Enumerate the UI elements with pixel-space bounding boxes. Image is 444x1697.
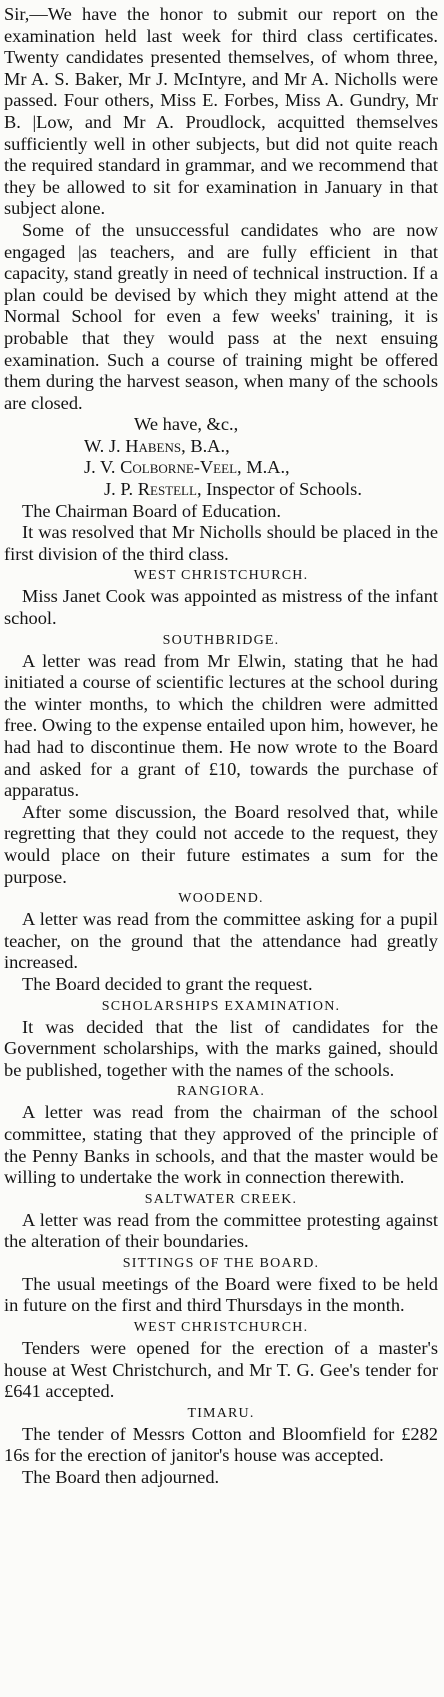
signatory-title: , M.A.,: [237, 457, 290, 478]
report-paragraph: Sir,—We have the honor to submit our report on the examination held last week for third class certificates. Twenty candidates presented themselves, of whom three, Mr A. S. Baker, Mr J. McIntyre, and Mr A. Nicholls were passed. Four others, Miss E. Forbes, Miss A. Gundry, Mr B. |Low, and Mr A. Proudlock, acquitted themselves sufficiently well in other subjects, but did not quite reach the required standard in grammar, and we recommend that they be allowed to sit for examination in January in that subject alone.: [4, 4, 438, 219]
section-timaru: [4, 1404, 438, 1489]
section-paragraph: Miss Janet Cook was appointed as mistress of the infant school.: [4, 586, 438, 629]
section-paragraph: The Board decided to grant the request.: [22, 973, 313, 994]
section-paragraph: It was decided that the list of candidates for the Government scholarships, with the marks gained, should be published, together with the names of the schools.: [4, 1016, 438, 1080]
signature-closing: We have, &c.,: [134, 414, 239, 435]
section-west-christchurch-tenders: [4, 1318, 438, 1403]
signatory-title: , Inspector of Schools.: [196, 479, 362, 500]
section-heading: SITTINGS OF THE BOARD.: [122, 1255, 320, 1271]
section-paragraph: After some discussion, the Board resolved that, while regretting that they could not accede to the request, they would place on their future estimates a sum for the purpose.: [4, 801, 438, 887]
section-paragraph: Tenders were opened for the erection of a master's house at West Christchurch, and Mr T. G. Gee's tender for £641 accepted.: [4, 1338, 438, 1402]
section-paragraph: The usual meetings of the Board were fixed to be held in future on the first and third Thursdays in the month.: [4, 1273, 438, 1316]
section-paragraph: A letter was read from the committee asking for a pupil teacher, on the ground that the attendance had greatly increased.: [4, 909, 438, 973]
section-scholarships-examination: [4, 997, 438, 1082]
section-woodend: [4, 889, 438, 995]
section-heading: RANGIORA.: [176, 1084, 266, 1100]
section-heading: WOODEND.: [178, 891, 264, 907]
addressee-line: The Chairman Board of Education.: [22, 500, 281, 521]
section-heading: SCHOLARSHIPS EXAMINATION.: [101, 998, 341, 1014]
section-saltwater-creek: [4, 1190, 438, 1253]
section-heading: SALTWATER CREEK.: [144, 1191, 298, 1207]
section-west-christchurch: [4, 566, 438, 629]
signatory-name: W. J. Habens: [84, 435, 182, 456]
signature-line: [4, 436, 438, 458]
section-paragraph: A letter was read from Mr Elwin, stating that he had initiated a course of scientific lectures at the school during the winter months, to which the children were admitted free. Owing to the expense entailed upon him, however, he had had to discontinue them. He now wrote to the Board and asked for a grant of £10, towards the purchase of apparatus.: [4, 650, 438, 801]
resolution-paragraph: It was resolved that Mr Nicholls should be placed in the first division of the third class.: [4, 522, 438, 564]
section-heading: SOUTHBRIDGE.: [162, 632, 280, 648]
section-paragraph: The tender of Messrs Cotton and Bloomfield for £282 16s for the erection of janitor's house was accepted.: [4, 1423, 438, 1466]
section-rangiora: [4, 1082, 438, 1188]
signatory-name: J. P. Restell: [104, 479, 197, 500]
section-paragraph: A letter was read from the chairman of the school committee, stating that they approved of the principle of the Penny Banks in schools, and that the master would be willing to undertake the work in connection therewith.: [4, 1102, 438, 1188]
section-heading: WEST CHRISTCHURCH.: [133, 1320, 309, 1336]
signature-line: [4, 457, 438, 479]
report-paragraph: Some of the unsuccessful candidates who are now engaged |as teachers, and are fully efficient in that capacity, stand greatly in need of technical instruction. If a plan could be devised by which they might attend at the Normal School for even a few weeks' training, it is probable that they would pass at the next ensuing examination. Such a course of training might be offered them during the harvest season, when many of the schools are closed.: [4, 219, 438, 413]
section-heading: WEST CHRISTCHURCH.: [133, 568, 309, 584]
section-heading: TIMARU.: [187, 1405, 255, 1421]
signature-line: [4, 479, 438, 501]
section-southbridge: [4, 631, 438, 889]
signatory-name: J. V. Colborne-Veel: [84, 457, 238, 478]
section-paragraph: A letter was read from the committee protesting against the alteration of their boundaries.: [4, 1209, 438, 1252]
section-paragraph: The Board then adjourned.: [22, 1467, 220, 1488]
section-sittings-of-the-board: [4, 1254, 438, 1317]
signatory-title: , B.A.,: [181, 435, 230, 456]
